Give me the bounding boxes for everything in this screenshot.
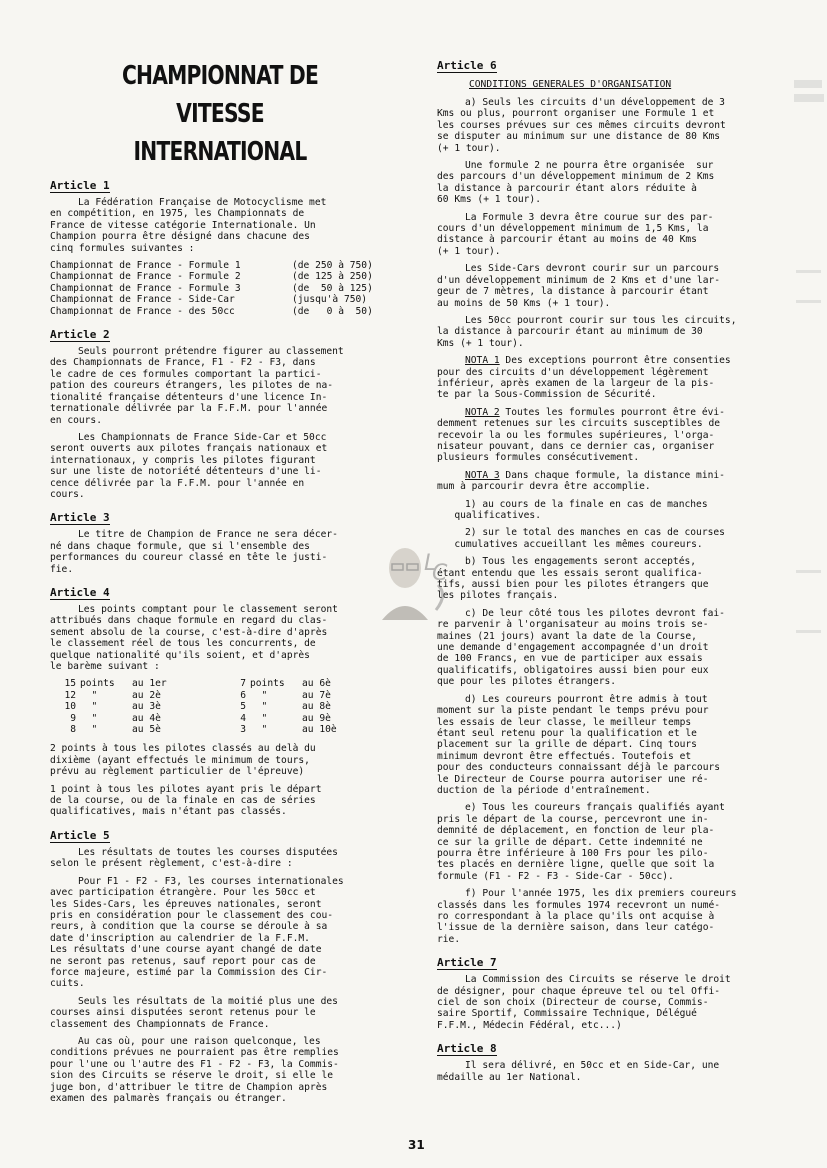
points-value: 6 — [240, 689, 246, 701]
points-word: " — [250, 701, 268, 713]
article-8-paragraph: Il sera délivré, en 50cc et en Side-Car, une médaille au 1er National. — [437, 1060, 720, 1083]
right-column — [437, 54, 777, 1089]
nota-1-text: Des exceptions pourront être consenties pour des circuits d'un développement légèrement inférieur, après examen de la largeur de la pis- te par la Sous-Commission de Sécurité. — [437, 355, 731, 401]
points-position: au 7è — [302, 689, 331, 701]
article-5 — [50, 824, 390, 1105]
points-row — [220, 701, 390, 712]
nota-1-label: NOTA 1 — [465, 355, 500, 367]
article-3 — [50, 506, 390, 575]
article-6-para-d: d) Les coureurs pourront être admis à tout moment sur la piste pendant le temps prévu pour les essais de leur classe, le meilleur temps étant seul retenu pour la qualification et le placement sur la grille de départ. Cinq tours minimum devront être effectués. Toutefois et pour des conducteurs connaissant déjà le parcours le Directeur de Course pourra autoriser une ré- duction de la période d'entraînement. — [437, 693, 721, 796]
title-line-1: CHAMPIONNAT DE — [121, 61, 319, 91]
points-row — [220, 678, 390, 689]
championship-range: (de 50 à 125) — [292, 282, 373, 294]
nota-2 — [437, 407, 777, 464]
article-4-paragraph-2: 2 points à tous les pilotes classés au delà du dixième (ayant effectués le minimum de tours, prévu au règlement particulier de l'épreuve) — [50, 743, 316, 778]
article-7-heading: Article 7 — [437, 956, 497, 970]
article-6-para-f3: La Formule 3 devra être courue sur des par- cours d'un développement minimum de 1,5 Kms, la distance à parcourir étant au moins de 40 Kms (+ 1 tour). — [437, 211, 714, 257]
page-bleed-through — [790, 70, 827, 770]
championship-row — [50, 294, 390, 305]
svg-text:C: C — [432, 561, 448, 586]
points-row — [220, 724, 390, 735]
points-scale-left — [50, 678, 220, 735]
article-6-para-e: e) Tous les coureurs français qualifiés ayant pris le départ de la course, percevront une in- demnité de déplacement, en fonction de leur pla- ce sur la grille de départ. Cette indemnité ne pourra être inférieure à 100 Frs pour les pilo- tes placés en dernière ligne, quelle que soit la formule (F1 - F2 - F3 - Side-Car - 50cc). — [437, 802, 725, 882]
article-6-para-f2: Une formule 2 ne pourra être organisée sur des parcours d'un développement minimum de 2 Kms la distance à parcourir étant alors réduite à 60 Kms (+ 1 tour). — [437, 160, 715, 206]
points-position: au 8è — [302, 701, 331, 713]
article-5-paragraph-4: Au cas où, pour une raison quelconque, les conditions prévues ne pourraient pas être remplies pour l'une ou l'autre des F1 - F2 - F3, la Commis- sion des Circuits se réserve le droit, si elle le juge bon, d'attribuer le titre de Champion après examen des palmarès français ou étranger. — [50, 1035, 339, 1104]
points-row — [50, 690, 220, 701]
points-row — [50, 678, 220, 689]
points-position: au 4è — [132, 712, 161, 724]
article-4-paragraph-1: Les points comptant pour le classement seront attribués dans chaque formule en regard du clas- sement absolu de la course, c'est-à-dire d'après le classement réel de tous les concurrents, de quelque nationalité qu'ils soient, et d'après le barème suivant : — [50, 603, 338, 672]
article-4-heading: Article 4 — [50, 585, 110, 599]
points-position: au 10è — [302, 724, 337, 736]
nota-1 — [437, 355, 777, 401]
article-7 — [437, 951, 777, 1031]
points-position: au 9è — [302, 712, 331, 724]
article-1 — [50, 174, 390, 317]
points-word: " — [80, 689, 98, 701]
title-line-2: VITESSE — [176, 99, 264, 129]
article-5-paragraph-1: Les résultats de toutes les courses disputées selon le présent règlement, c'est-à-dire : — [50, 846, 338, 870]
logo-stamp-image — [418, 540, 458, 620]
points-position: au 3è — [132, 701, 161, 713]
points-value: 12 — [64, 689, 76, 701]
title-line-3: INTERNATIONAL — [133, 137, 307, 167]
article-2-paragraph-2: Les Championnats de France Side-Car et 50cc seront ouverts aux pilotes français nationaux et internationaux, y compris les pilotes figurant sur une liste de notoriété détenteurs d'une li- cence délivrée par la F.F.M. pour l'année en cours. — [50, 431, 328, 500]
championship-range: (jusqu'à 750) — [292, 294, 368, 306]
nota-3-item-2: 2) sur le total des manches en cas de courses cumulatives accueillant les mêmes coureurs. — [454, 527, 725, 550]
points-scale — [50, 678, 390, 735]
championship-range: (de 0 à 50) — [292, 305, 373, 317]
article-2-heading: Article 2 — [50, 328, 110, 342]
points-word: " — [250, 724, 268, 736]
nota-2-text: Toutes les formules pourront être évi- demment retenues sur les circuits susceptibles de recevoir la ou les formules supérieures, l'orga- nisateur pouvant, dans ce dernier cas, organiser plusieurs formules consécutivement. — [437, 406, 725, 464]
article-5-heading: Article 5 — [50, 828, 110, 842]
nota-3-item-1: 1) au cours de la finale en cas de manches qualificatives. — [454, 498, 708, 521]
championship-list — [50, 260, 390, 317]
points-value: 8 — [70, 724, 76, 736]
article-6-subheading: CONDITIONS GENERALES D'ORGANISATION — [469, 79, 672, 90]
article-2 — [50, 323, 390, 500]
championship-row — [50, 306, 390, 317]
points-word: " — [80, 701, 98, 713]
points-value: 5 — [240, 701, 246, 713]
article-7-paragraph: La Commission des Circuits se réserve le droit de désigner, pour chaque épreuve tel ou tel Offi- ciel de son choix (Directeur de course, Commis- saire Sportif, Commissaire Technique, Délégué F.F.M., Médecin Fédéral, etc...) — [437, 974, 731, 1031]
points-position: au 2è — [132, 689, 161, 701]
article-6 — [437, 54, 777, 945]
svg-text:L: L — [424, 551, 437, 576]
points-position: au 1er — [132, 678, 167, 690]
article-6-para-b: b) Tous les engagements seront acceptés, étant entendu que les essais seront qualifica- tifs, aussi bien pour les pilotes étrangers que les pilotes français. — [437, 556, 709, 602]
nota-3-text: Dans chaque formule, la distance mini- mum à parcourir devra être accomplie. — [437, 469, 725, 493]
article-3-paragraph: Le titre de Champion de France ne sera décer- né dans chaque formule, que si l'ensemble des performances du coureur classé en tête le justi- fie. — [50, 529, 338, 575]
points-value: 4 — [240, 712, 246, 724]
points-row — [220, 690, 390, 701]
points-row — [50, 701, 220, 712]
article-6-para-f: f) Pour l'année 1975, les dix premiers coureurs classés dans les formules 1974 recevront un numé- ro correspondant à la place qu'ils ont acquise à l'issue de la dernière saison, dans leur catégo- rie. — [437, 888, 737, 945]
championship-name: Championnat de France - des 50cc — [50, 305, 235, 317]
page-number: 31 — [408, 1138, 425, 1152]
article-8 — [437, 1037, 777, 1083]
points-word: points — [250, 678, 285, 690]
points-word: " — [80, 712, 98, 724]
nota-3 — [437, 470, 777, 493]
championship-range: (de 125 à 250) — [292, 271, 373, 283]
points-value: 10 — [64, 701, 76, 713]
points-value: 3 — [240, 724, 246, 736]
article-6-para-a: a) Seuls les circuits d'un développement de 3 Kms ou plus, pourront organiser une Formule 1 et les courses prévues sur ces mêmes circuits devront se disputer au minimum sur une distance de 80 Kms (+ 1 tour). — [437, 97, 726, 154]
championship-row — [50, 260, 390, 271]
championship-name: Championnat de France - Formule 1 — [50, 260, 241, 272]
championship-row — [50, 283, 390, 294]
left-column — [50, 54, 390, 1110]
points-row — [50, 724, 220, 735]
article-5-paragraph-3: Seuls les résultats de la moitié plus une des courses ainsi disputées seront retenus pour le classement des Championnats de France. — [50, 995, 338, 1030]
nota-2-label: NOTA 2 — [465, 406, 500, 418]
article-5-paragraph-2: Pour F1 - F2 - F3, les courses internationales avec participation étrangère. Pour les 50cc et les Sides-Cars, les épreuves nationales, seront pris en considération pour le classement des cou- reurs, à condition que la course se déroule à sa date d'inscription au calendrier de la F.F.M. Les résultats d'une course ayant changé de date ne seront pas retenus, sauf report pour cas de force majeure, estimé par la Commission des Cir- cuits. — [50, 875, 344, 990]
points-word: " — [80, 724, 98, 736]
article-6-para-50cc: Les 50cc pourront courir sur tous les circuits, la distance à parcourir étant au minimum de 30 Kms (+ 1 tour). — [437, 314, 737, 349]
article-1-heading: Article 1 — [50, 179, 110, 192]
points-word: points — [80, 678, 115, 690]
nota-3-label: NOTA 3 — [465, 469, 500, 481]
points-scale-right — [220, 678, 390, 735]
points-word: " — [250, 689, 268, 701]
points-row — [50, 713, 220, 724]
article-2-paragraph-1: Seuls pourront prétendre figurer au classement des Championnats de France, F1 - F2 - F3, dans le cadre de ces formules comportant la partici- pation des coureurs étrangers, les pilotes de na- tionalité française détenteurs d'une licence In- ternationale délivrée par la F.F.M. pour l'année en cours. — [50, 346, 344, 426]
points-value: 9 — [70, 712, 76, 724]
championship-name: Championnat de France - Side-Car — [50, 294, 235, 306]
championship-name: Championnat de France - Formule 2 — [50, 271, 241, 283]
article-8-heading: Article 8 — [437, 1042, 497, 1056]
championship-name: Championnat de France - Formule 3 — [50, 282, 241, 294]
article-4-paragraph-3: 1 point à tous les pilotes ayant pris le départ de la course, ou de la finale en cas de séries qualificatives, mais n'étant pas classés. — [50, 783, 322, 818]
article-3-heading: Article 3 — [50, 511, 110, 525]
article-6-para-sidecar: Les Side-Cars devront courir sur un parcours d'un développement minimum de 2 Kms et d'une lar- geur de 7 mètres, la distance à parcourir étant au moins de 50 Kms (+ 1 tour). — [437, 263, 721, 309]
points-row — [220, 713, 390, 724]
article-6-para-c: c) De leur côté tous les pilotes devront fai- re parvenir à l'organisateur au moins trois se- maines (21 jours) avant la date de la Course, une demande d'engagement accompagnée d'un droit de 100 Francs, en vue de participer aux essais qualificatifs, obligatoires aussi bien pour eux que pour les pilotes étrangers. — [437, 607, 725, 688]
points-position: au 6è — [302, 678, 331, 690]
points-value: 15 — [64, 678, 76, 690]
championship-range: (de 250 à 750) — [292, 260, 373, 272]
article-1-paragraph: La Fédération Française de Motocyclisme met en compétition, en 1975, les Championnats de France de vitesse catégorie Internationale. Un Champion pourra être désigné dans chacune des cinq formules suivantes : — [50, 197, 327, 254]
points-value: 7 — [240, 678, 246, 690]
article-6-heading: Article 6 — [437, 59, 497, 72]
page-title — [50, 60, 390, 168]
points-position: au 5è — [132, 724, 161, 736]
points-word: " — [250, 712, 268, 724]
article-4 — [50, 581, 390, 818]
championship-row — [50, 271, 390, 282]
